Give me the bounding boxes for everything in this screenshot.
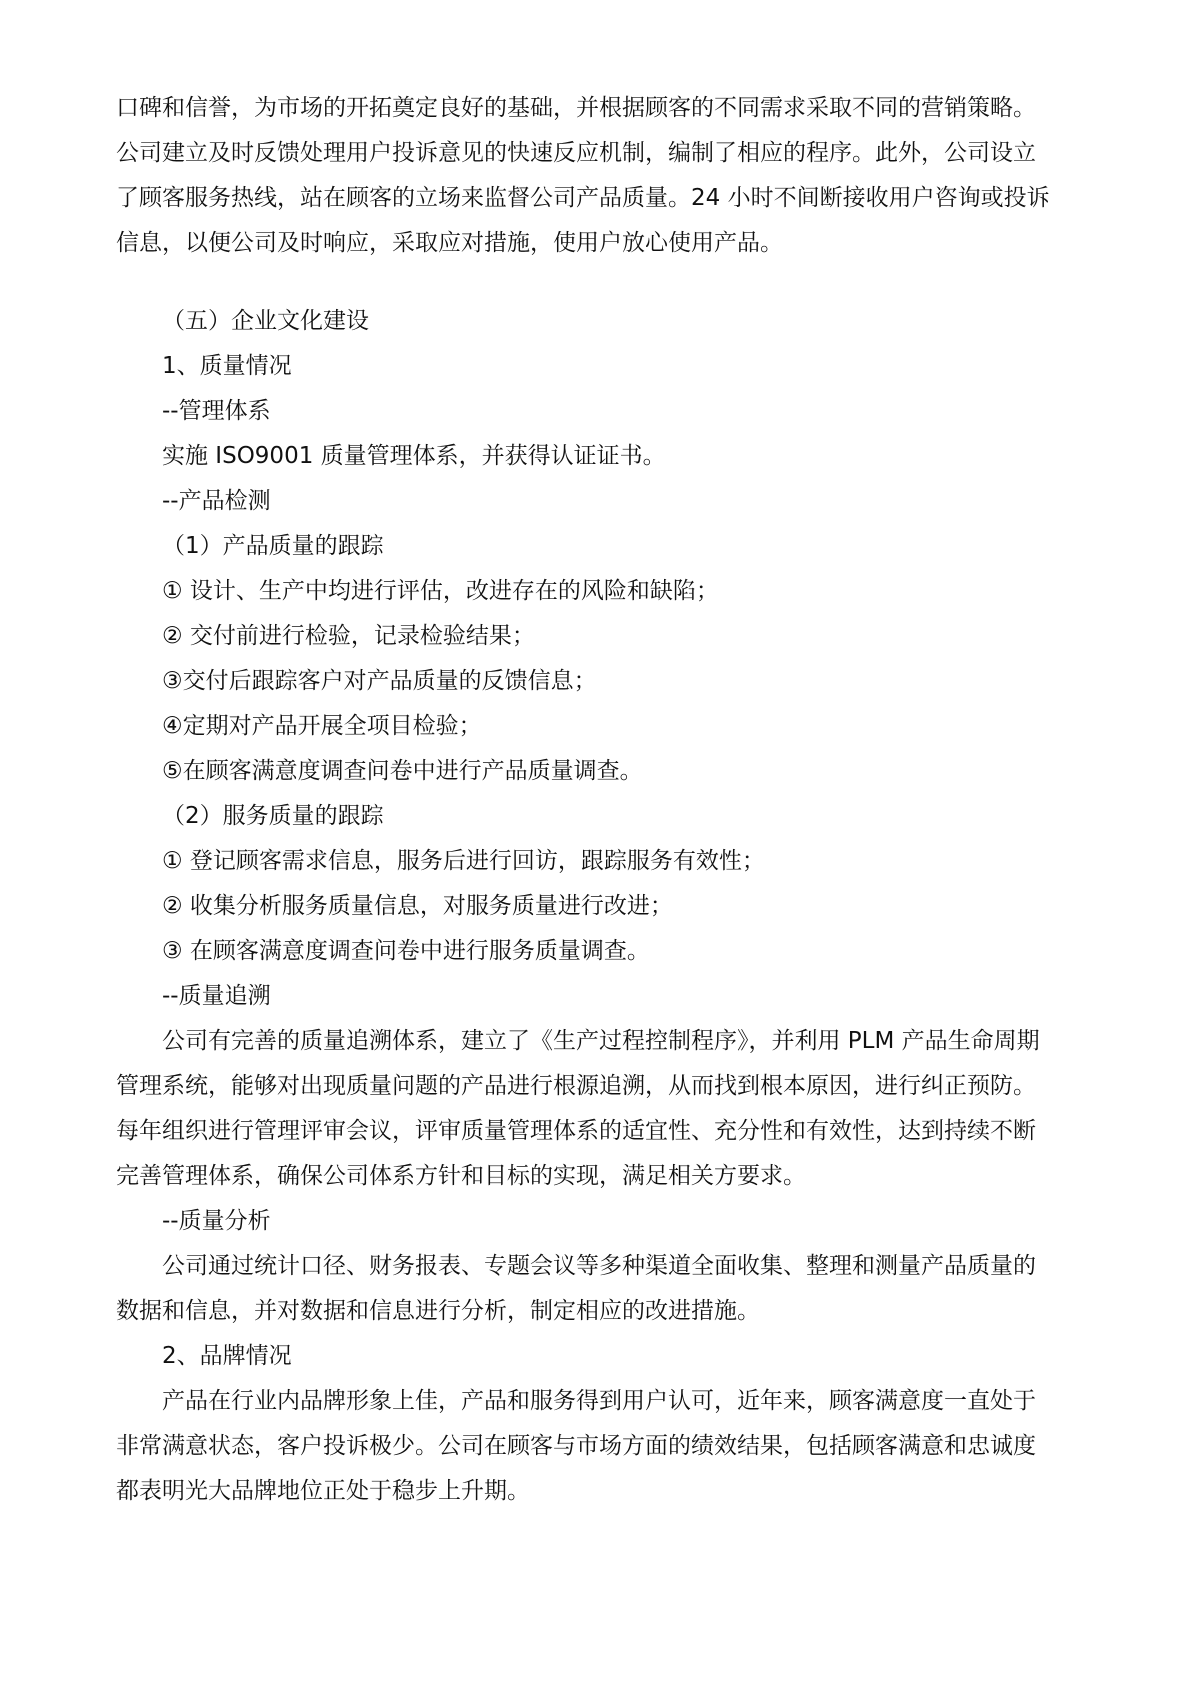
list-item: ④定期对产品开展全项目检验； <box>162 713 482 739</box>
paragraph-line: 公司有完善的质量追溯体系，建立了《生产过程控制程序》，并利用 PLM 产品生命周期 <box>162 1028 1040 1054</box>
paragraph-line: 每年组织进行管理评审会议，评审质量管理体系的适宜性、充分性和有效性，达到持续不断 <box>116 1118 1036 1144</box>
analysis-heading: --质量分析 <box>162 1208 271 1234</box>
mgmt-heading: --管理体系 <box>162 398 271 424</box>
list-item: ② 交付前进行检验，记录检验结果； <box>162 623 535 649</box>
paragraph-line: 产品在行业内品牌形象上佳，产品和服务得到用户认可，近年来，顾客满意度一直处于 <box>162 1388 1036 1414</box>
document-page <box>116 86 1086 1514</box>
product-tracking-heading: （1）产品质量的跟踪 <box>162 533 384 559</box>
traceability-paragraph <box>116 1019 1086 1199</box>
list-item: ② 收集分析服务质量信息，对服务质量进行改进； <box>162 893 673 919</box>
list-item: ① 设计、生产中均进行评估，改进存在的风险和缺陷； <box>162 578 719 604</box>
service-items-list <box>116 839 1086 974</box>
inspection-heading: --产品检测 <box>162 488 271 514</box>
paragraph-line: 都表明光大品牌地位正处于稳步上升期。 <box>116 1478 530 1504</box>
quality-heading: 1、质量情况 <box>162 353 292 379</box>
intro-paragraph <box>116 86 1086 266</box>
intro-line: 信息，以便公司及时响应，采取应对措施，使用户放心使用产品。 <box>116 230 783 256</box>
paragraph-line: 非常满意状态，客户投诉极少。公司在顾客与市场方面的绩效结果，包括顾客满意和忠诚度 <box>116 1433 1036 1459</box>
list-item: ① 登记顾客需求信息，服务后进行回访，跟踪服务有效性； <box>162 848 765 874</box>
brand-heading: 2、品牌情况 <box>162 1343 292 1369</box>
paragraph-line: 管理系统，能够对出现质量问题的产品进行根源追溯，从而找到根本原因，进行纠正预防。 <box>116 1073 1036 1099</box>
list-item: ③交付后跟踪客户对产品质量的反馈信息； <box>162 668 597 694</box>
paragraph-line: 公司通过统计口径、财务报表、专题会议等多种渠道全面收集、整理和测量产品质量的 <box>162 1253 1036 1279</box>
analysis-paragraph <box>116 1244 1086 1334</box>
brand-paragraph <box>116 1379 1086 1514</box>
intro-line: 口碑和信誉，为市场的开拓奠定良好的基础，并根据顾客的不同需求采取不同的营销策略。 <box>116 95 1036 121</box>
intro-line: 了顾客服务热线，站在顾客的立场来监督公司产品质量。24 小时不间断接收用户咨询或投诉 <box>116 185 1050 211</box>
intro-line: 公司建立及时反馈处理用户投诉意见的快速反应机制，编制了相应的程序。此外，公司设立 <box>116 140 1036 166</box>
mgmt-text: 实施 ISO9001 质量管理体系，并获得认证证书。 <box>162 443 666 469</box>
paragraph-line: 数据和信息，并对数据和信息进行分析，制定相应的改进措施。 <box>116 1298 760 1324</box>
paragraph-line: 完善管理体系，确保公司体系方针和目标的实现，满足相关方要求。 <box>116 1163 806 1189</box>
service-tracking-heading: （2）服务质量的跟踪 <box>162 803 384 829</box>
list-item: ③ 在顾客满意度调查问卷中进行服务质量调查。 <box>162 938 650 964</box>
traceability-heading: --质量追溯 <box>162 983 271 1009</box>
section-title: （五）企业文化建设 <box>162 308 369 334</box>
spacer <box>116 266 1086 299</box>
list-item: ⑤在顾客满意度调查问卷中进行产品质量调查。 <box>162 758 643 784</box>
product-items-list <box>116 569 1086 794</box>
